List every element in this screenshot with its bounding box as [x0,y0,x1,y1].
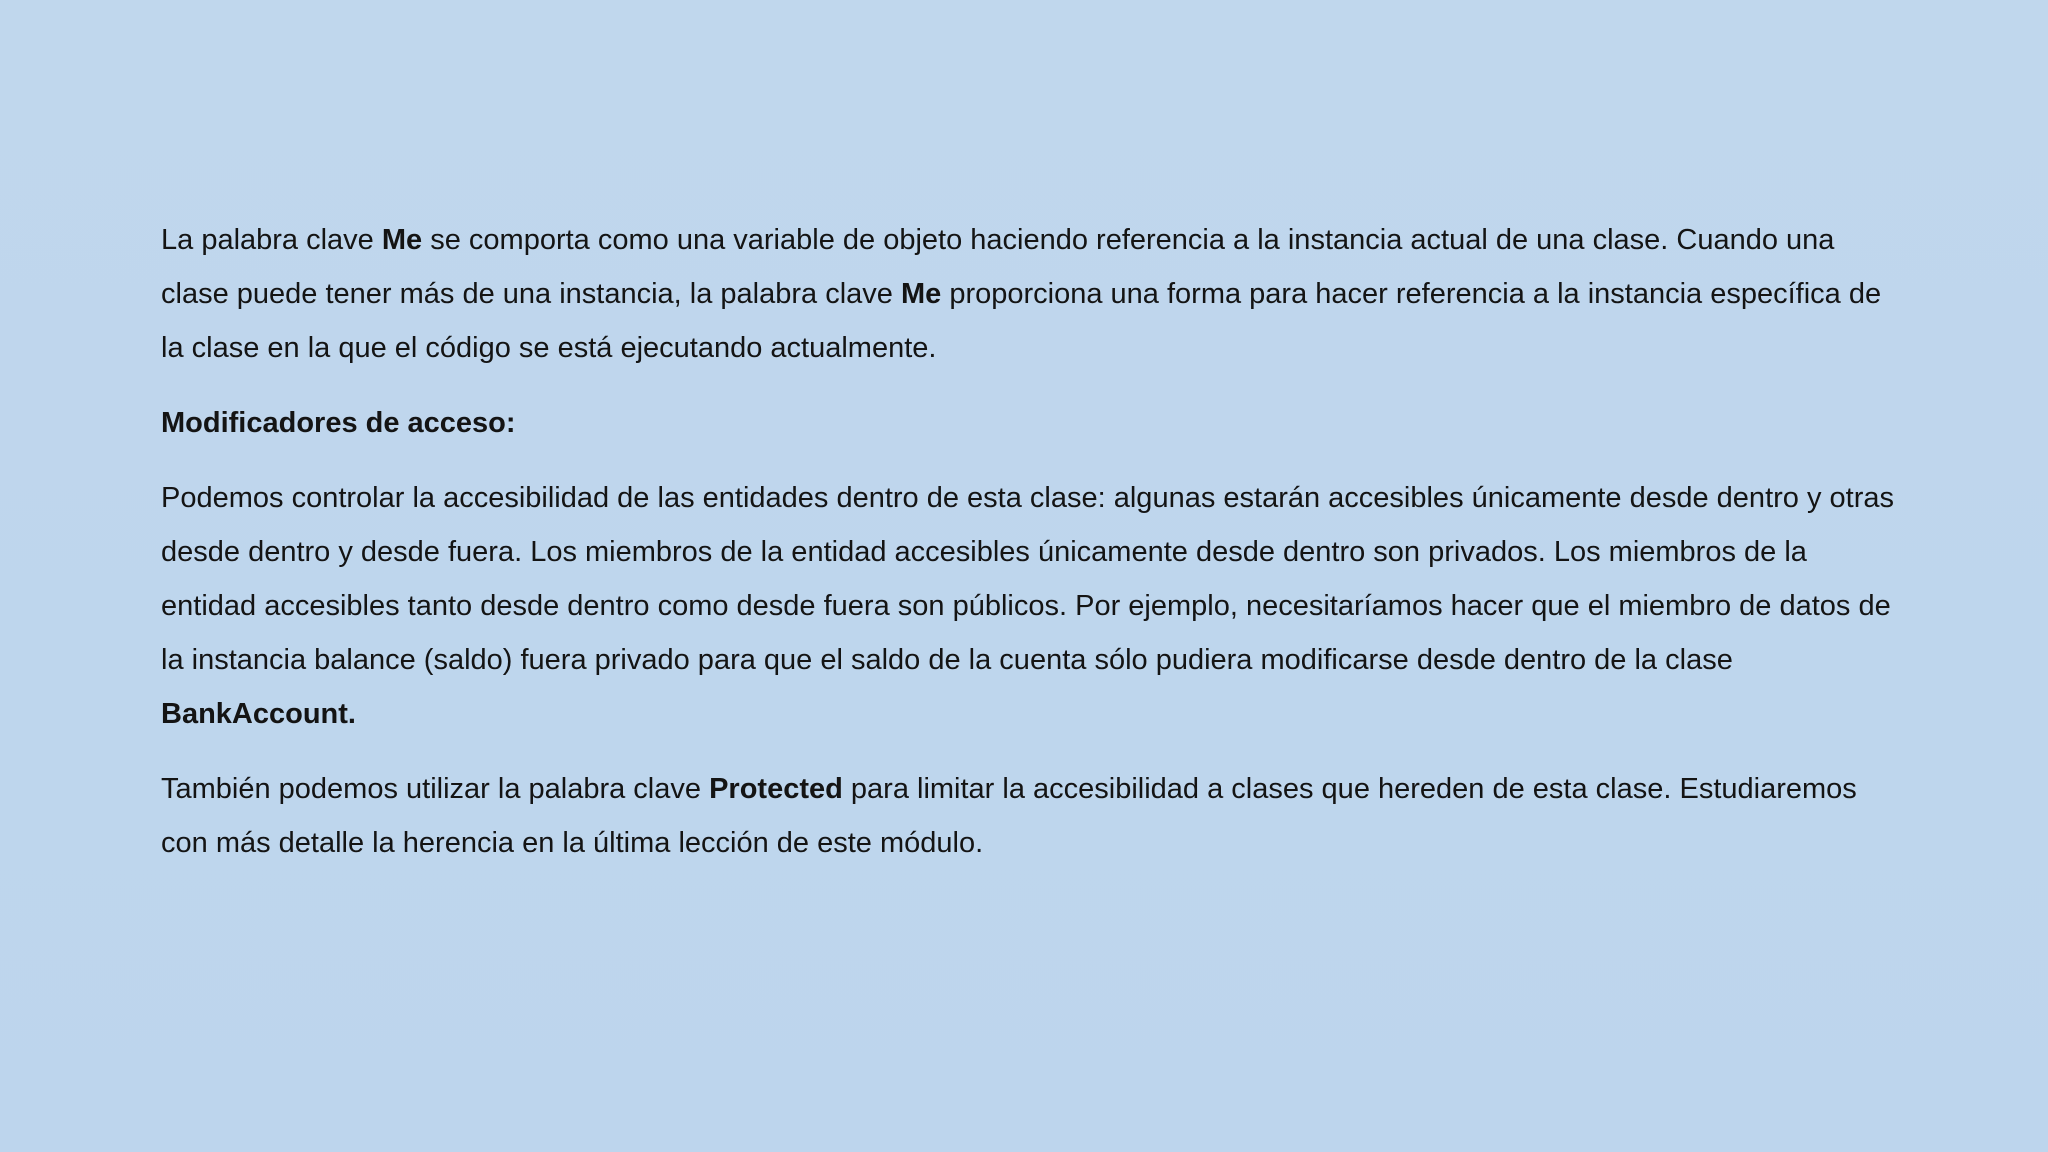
paragraph-accessibility [161,471,1901,741]
heading-text: Modificadores de acceso: [161,407,516,439]
text-run: para limitar la accesibilidad a clases que hereden de esta clase. Estudiaremos con más detalle la herencia en la última lección de este módulo. [161,773,1857,859]
text-run: Podemos controlar la accesibilidad de las entidades dentro de esta clase: algunas estarán accesibles únicamente desde dentro y otras desde dentro y desde fuera. Los miembros de la entidad accesibles únicamente desde dentro son privados. Los miembros de la entidad accesibles tanto desde dentro como desde fuera son públicos. Por ejemplo, necesitaríamos hacer que el miembro de datos de la instancia balance (saldo) fuera privado para que el saldo de la cuenta sólo pudiera modificarse desde dentro de la clase [161,482,1894,676]
keyword-protected: Protected [709,773,843,805]
paragraph-protected [161,762,1901,870]
section-heading-access-modifiers [161,396,1901,450]
keyword-me: Me [381,224,423,256]
paragraph-me-keyword [161,213,1901,375]
slide-body [161,213,1901,891]
keyword-bankaccount: BankAccount. [161,698,356,730]
text-run: se comporta como una variable de objeto haciendo referencia a la instancia actual de una clase. Cuando una clase puede tener más de una instancia, la palabra clave [161,224,1835,310]
text-run: También podemos utilizar la palabra clave [161,773,710,805]
text-run: La palabra clave [161,224,382,256]
keyword-me: Me [900,278,942,310]
text-run: proporciona una forma para hacer referencia a la instancia específica de la clase en la que el código se está ejecutando actualmente. [161,278,1882,364]
